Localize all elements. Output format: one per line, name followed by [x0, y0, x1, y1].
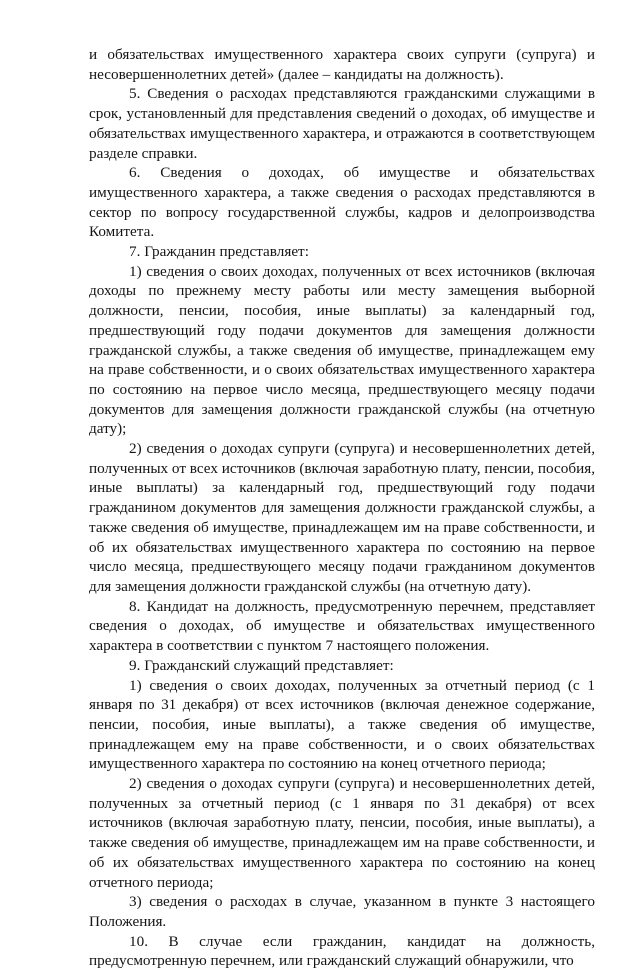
paragraph-7-item-2: 2) сведения о доходах супруги (супруга) и несовершеннолетних детей, полученных от всех источников (включая заработную плату, пенсии, пособия, иные выплаты) за календарный год, предшествующий году подачи гражданином документов для замещения должности гражданской службы, а также сведения об имуществе, принадлежащем им на праве собственности, и об их обязательствах имущественного характера по состоянию на первое число месяца, предшествующего месяцу подачи гражданином документов для замещения должности гражданской службы (на отчетную дату).	[89, 440, 595, 595]
paragraph-8: 8. Кандидат на должность, предусмотренную перечнем, представляет сведения о доходах, об имуществе и обязательствах имущественного характера в соответствии с пунктом 7 настоящего положения.	[89, 597, 595, 655]
paragraph-10: 10. В случае если гражданин, кандидат на должность, предусмотренную перечнем, или гражданский служащий обнаружили, что	[89, 932, 595, 970]
paragraph-9-item-3: 3) сведения о расходах в случае, указанном в пункте 3 настоящего Положения.	[89, 893, 595, 930]
paragraph-9: 9. Гражданский служащий представляет:	[129, 656, 394, 674]
document-body	[89, 45, 595, 971]
paragraph-9-item-1: 1) сведения о своих доходах, полученных за отчетный период (с 1 января по 31 декабря) от всех источников (включая денежное содержание, пенсии, пособия, иные выплаты), а также сведения об имуществе, принадлежащем ему на праве собственности, и о своих обязательствах имущественного характера по состоянию на конец отчетного периода;	[89, 676, 595, 773]
paragraph-7: 7. Гражданин представляет:	[129, 243, 309, 261]
paragraph-9-item-2: 2) сведения о доходах супруги (супруга) и несовершеннолетних детей, полученных за отчетный период (с 1 января по 31 декабря) от всех источников (включая заработную плату, пенсии, пособия, иные выплаты), а также сведения об имуществе, принадлежащем им на праве собственности, и об их обязательствах имущественного характера по состоянию на конец отчетного периода;	[89, 775, 595, 891]
paragraph-6: 6. Сведения о доходах, об имуществе и обязательствах имущественного характера, а также сведения о расходах представляются в сектор по вопросу государственной службы, кадров и делопроизводства Комитета.	[89, 164, 595, 241]
paragraph-continuation: и обязательствах имущественного характера своих супруги (супруга) и несовершеннолетних детей» (далее – кандидаты на должность).	[89, 46, 595, 83]
paragraph-5: 5. Сведения о расходах представляются гражданскими служащими в срок, установленный для представления сведений о доходах, об имуществе и обязательствах имущественного характера, и отражаются в соответствующем разделе справки.	[89, 85, 595, 162]
paragraph-7-item-1: 1) сведения о своих доходах, полученных от всех источников (включая доходы по прежнему месту работы или месту замещения выборной должности, пенсии, пособия, иные выплаты) за календарный год, предшествующий году подачи документов для замещения должности гражданской службы, а также сведения об имуществе, принадлежащем ему на праве собственности, и о своих обязательствах имущественного характера по состоянию на первое число месяца, предшествующего месяцу подачи документов для замещения должности гражданской службы (на отчетную дату);	[89, 262, 595, 438]
